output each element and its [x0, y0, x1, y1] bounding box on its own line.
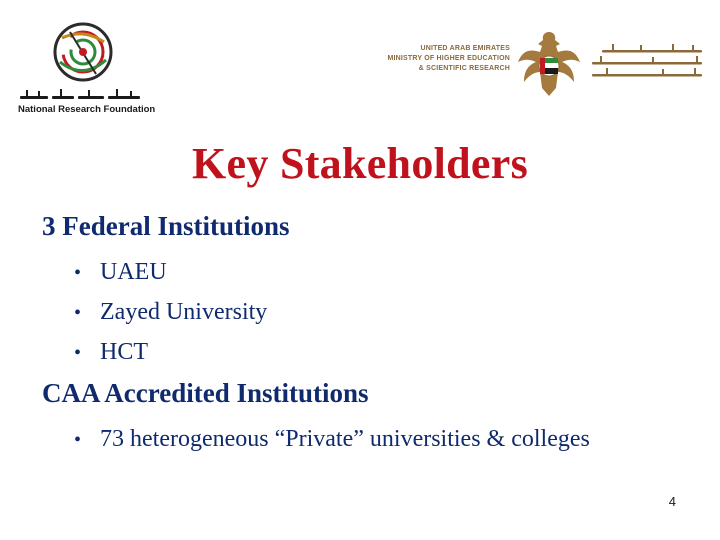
ministry-english-line: UNITED ARAB EMIRATES [420, 45, 510, 52]
caa-institutions-list [74, 419, 590, 459]
nrf-arabic-wordmark [18, 88, 142, 102]
list-item-text: HCT [100, 339, 148, 365]
bullet-icon: • [74, 429, 82, 451]
bullet-icon: • [74, 302, 82, 324]
ministry-english-line: & SCIENTIFIC RESEARCH [418, 65, 510, 72]
slide-title: Key Stakeholders [191, 139, 529, 188]
nrf-emblem-icon [48, 18, 118, 86]
ministry-arabic-wordmark [592, 42, 704, 82]
ministry-english-line: MINISTRY OF HIGHER EDUCATION [387, 55, 510, 62]
bullet-icon: • [74, 342, 82, 364]
list-item [74, 252, 267, 292]
uae-falcon-emblem-icon [516, 28, 582, 100]
page-number: 4 [668, 494, 676, 509]
list-item [74, 419, 590, 459]
nrf-logo [14, 18, 156, 115]
list-item-text: Zayed University [100, 299, 268, 325]
list-item [74, 292, 267, 332]
ministry-english-name [368, 44, 510, 74]
section-heading-federal: 3 Federal Institutions [42, 211, 290, 241]
ministry-logo [368, 28, 708, 103]
list-item [74, 332, 267, 372]
federal-institutions-list [74, 252, 267, 372]
section-heading-caa: CAA Accredited Institutions [42, 378, 369, 408]
nrf-english-name: National Research Foundation [18, 104, 156, 115]
bullet-icon: • [74, 262, 82, 284]
list-item-text: UAEU [100, 259, 167, 285]
list-item-text: 73 heterogeneous “Private” universities & colleges [100, 426, 590, 452]
